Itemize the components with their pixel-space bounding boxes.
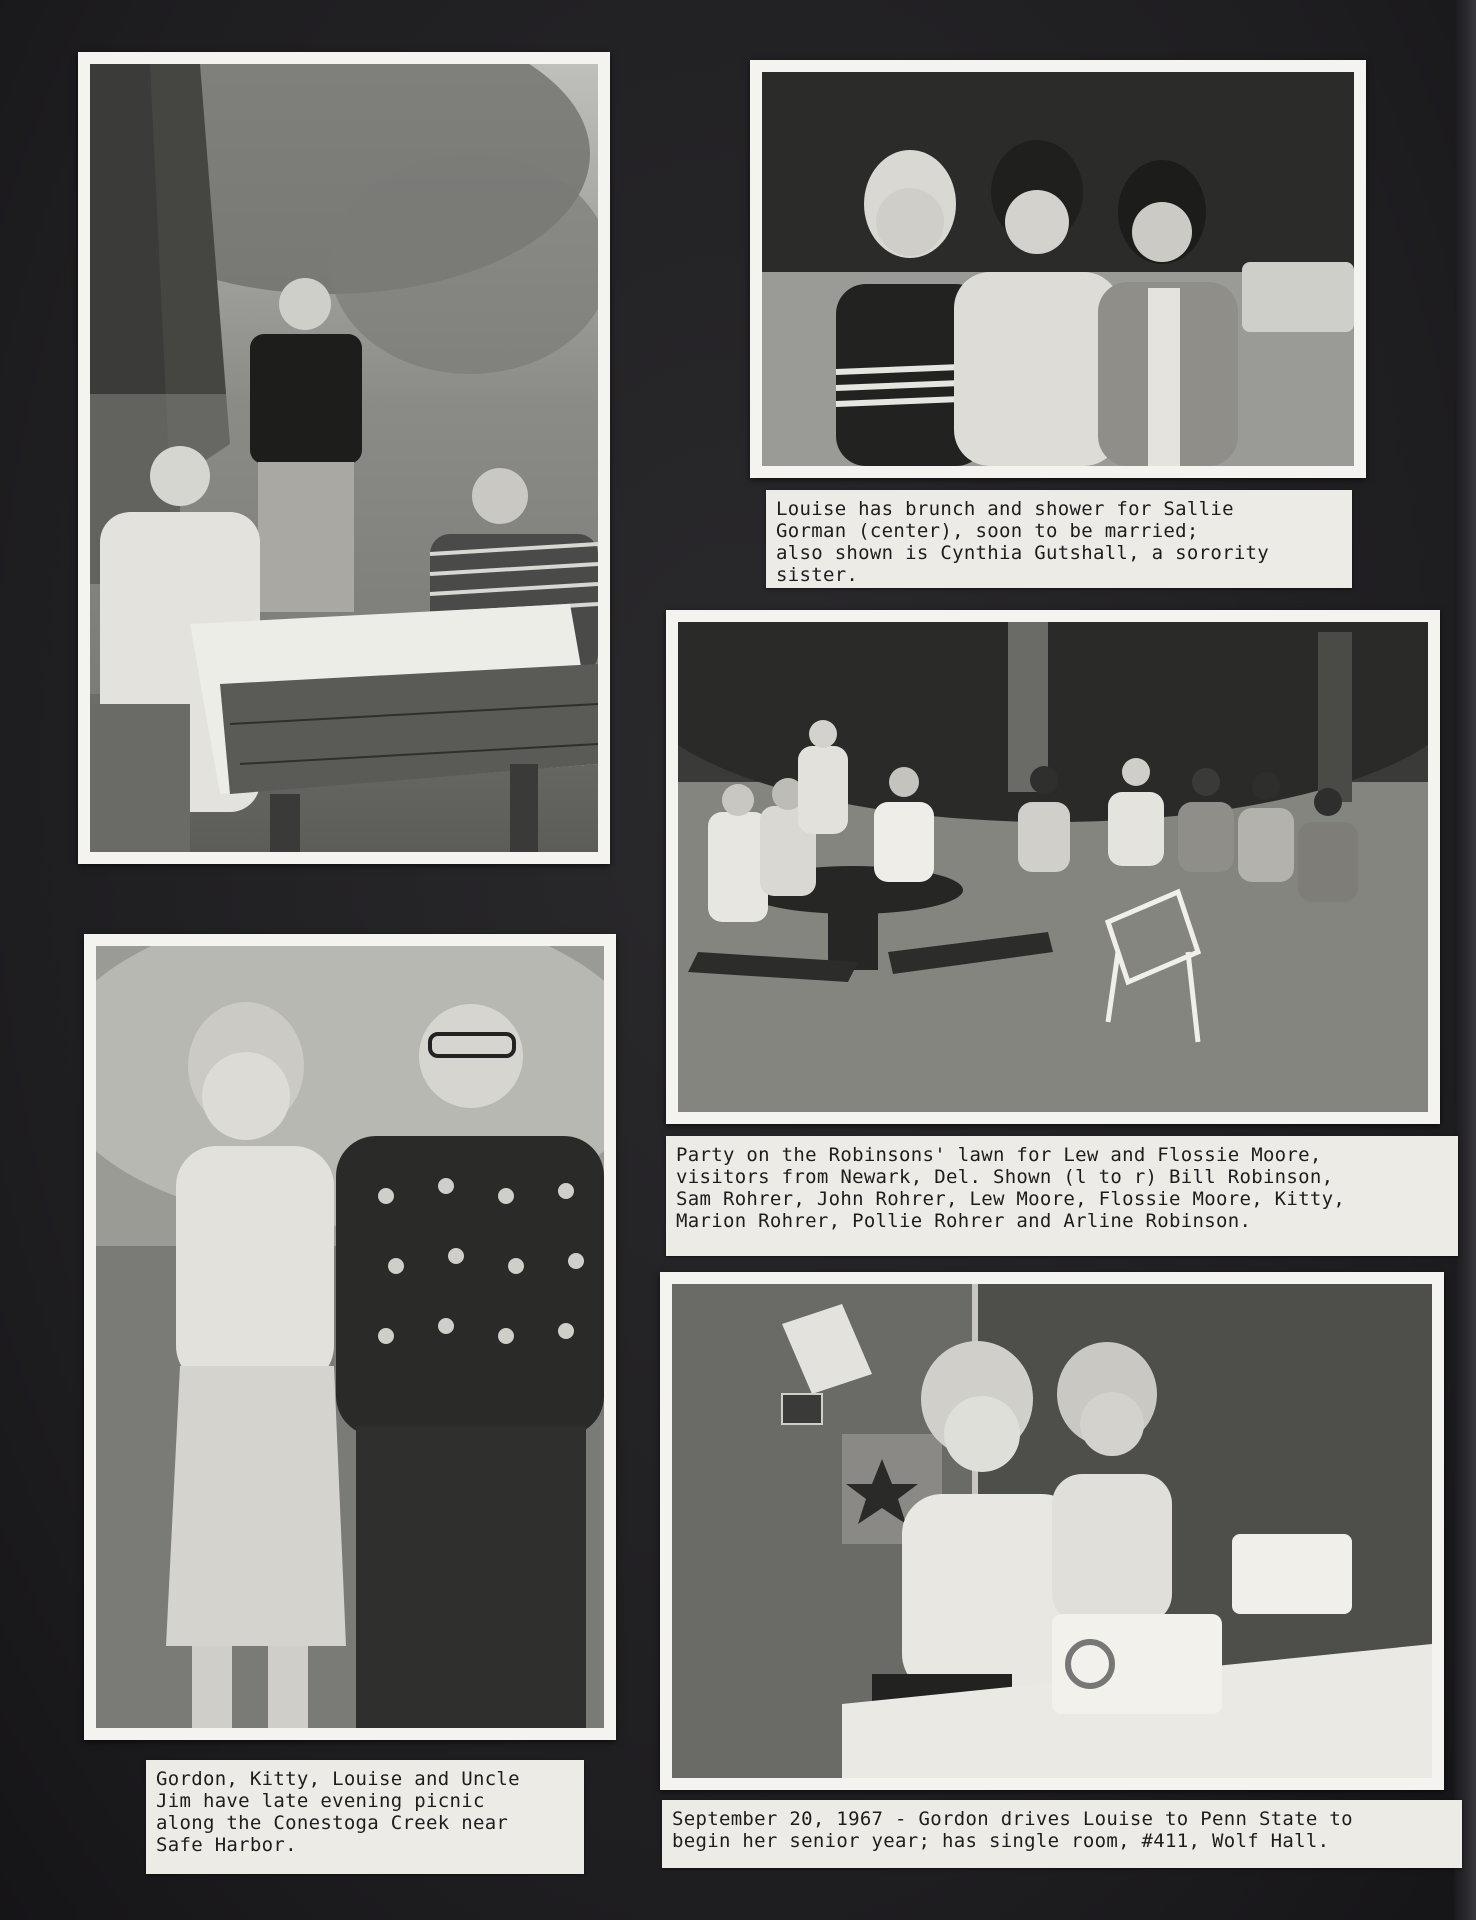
photo-three-women-image <box>762 72 1354 466</box>
photo-picnic-table-image <box>90 64 598 852</box>
caption-picnic: Gordon, Kitty, Louise and Uncle Jim have late evening picnic along the Conestoga Creek near Safe Harbor. <box>146 1760 584 1874</box>
photo-lawn-party <box>666 610 1440 1124</box>
caption-brunch: Louise has brunch and shower for Sallie Gorman (center), soon to be married; also shown is Cynthia Gutshall, a sorority sister. <box>766 490 1352 588</box>
album-page-edge <box>1454 0 1476 1920</box>
photo-picnic-table <box>78 52 610 864</box>
photo-three-women <box>750 60 1366 478</box>
caption-penn-state: September 20, 1967 - Gordon drives Louise to Penn State to begin her senior year; has single room, #411, Wolf Hall. <box>662 1800 1462 1868</box>
photo-couple-standing-image <box>96 946 604 1728</box>
caption-party: Party on the Robinsons' lawn for Lew and Flossie Moore, visitors from Newark, Del. Shown (l to r) Bill Robinson, Sam Rohrer, John Rohrer, Lew Moore, Flossie Moore, Kitty, Marion Rohrer, Pollie Rohrer and Arline Robinson. <box>666 1136 1458 1256</box>
photo-dorm-room-image <box>672 1284 1432 1778</box>
photo-couple-standing <box>84 934 616 1740</box>
photo-lawn-party-image <box>678 622 1428 1112</box>
photo-dorm-room <box>660 1272 1444 1790</box>
